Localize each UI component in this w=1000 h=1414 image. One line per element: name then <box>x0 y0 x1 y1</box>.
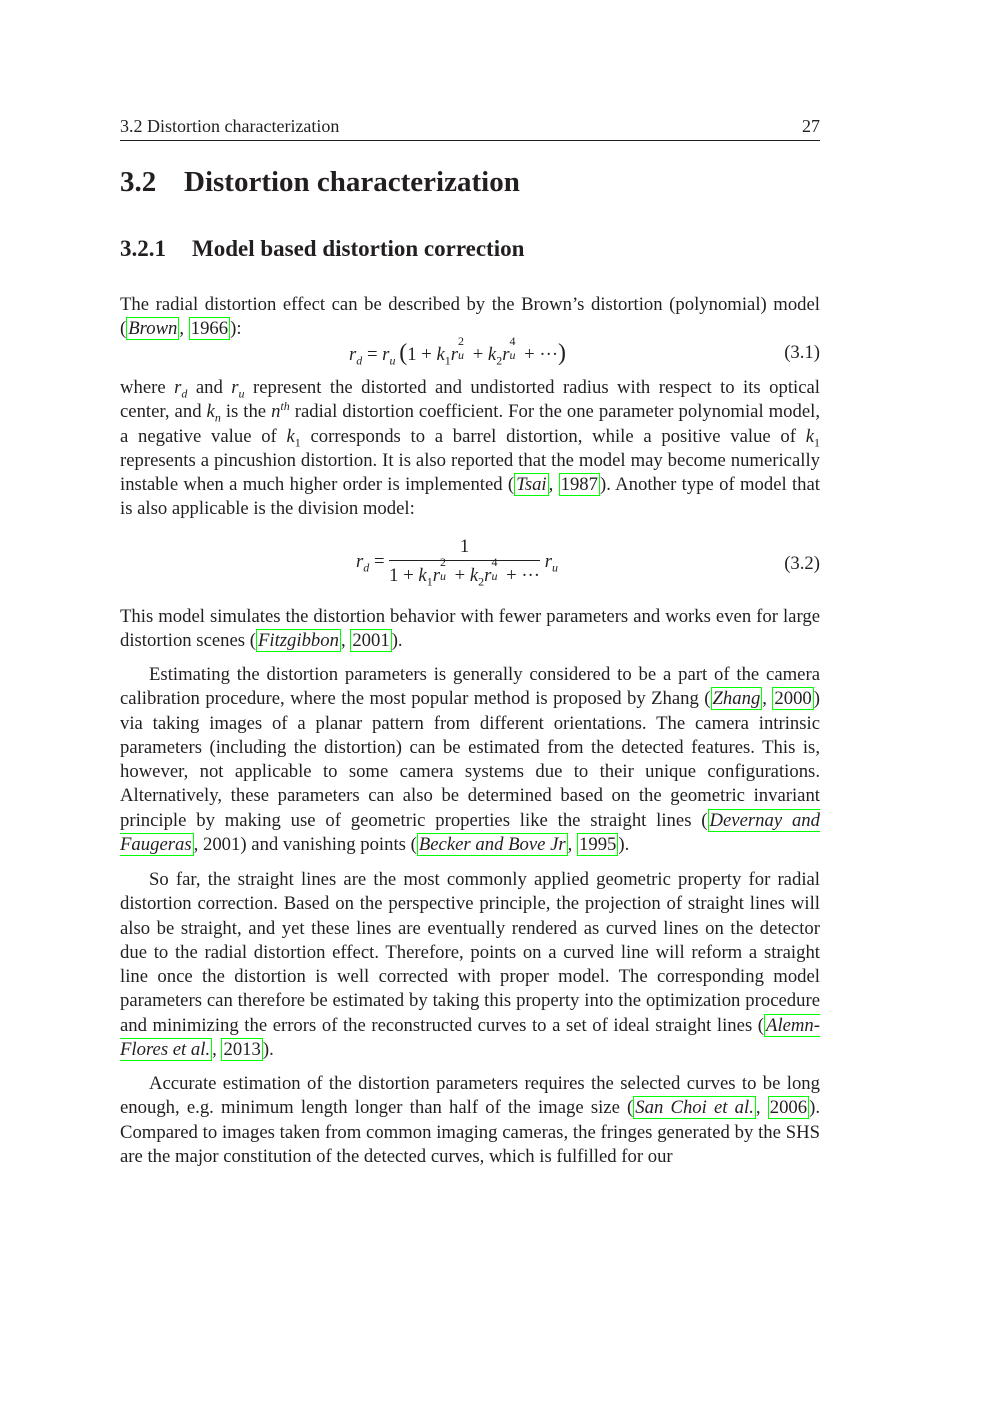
paragraph-2: where $r_d$ and $r_u$ represent the distorted and undistorted radius with respect to its optical center, and $k_n$ is the $n^{th}$ radial distortion coefficient. For the one parameter polynomial model, a negative value of $k_1$ corresponds to a barrel distortion, while a positive value of $k_1$ represents a pincushion distortion. It is also reported that the model may become numerically instable when a much higher order is implemented ( Tsai , 1987 ). Another type of model that is also applicable is the division model: <box>120 377 820 520</box>
citation-year-link[interactable]: 1995 <box>579 834 617 856</box>
citation-link[interactable]: Devernay and Faugeras <box>120 809 820 856</box>
citation-link[interactable]: Alemn-Flores et al. <box>120 1014 820 1061</box>
paragraph-text: ): <box>230 318 242 340</box>
paragraph-text: The radial distortion effect can be described by the Brown’s distortion (polynomial) model ( <box>120 294 820 340</box>
citation-link[interactable]: Zhang <box>712 688 761 710</box>
subsection-number: 3.2.1 <box>120 236 166 261</box>
citation-year-link[interactable]: 1966 <box>190 318 229 340</box>
paragraph-6: Accurate estimation of the distortion parameters requires the selected curves to be long enough, e.g. minimum length longer than half of the image size ( San Choi et al. , 2006 ). Compared to images taken from common imaging cameras, the fringes generated by the SHS are the major constitution of the detected curves, which is fulfilled for our <box>120 1073 821 1167</box>
citation-link[interactable]: Tsai <box>516 474 547 496</box>
page-number: 27 <box>802 116 820 136</box>
citation-year-link[interactable]: 2013 <box>223 1039 261 1061</box>
equation-number: (3.1) <box>784 342 820 363</box>
paragraph-4: Estimating the distortion parameters is generally considered to be a part of the camera calibration procedure, where the most popular method is proposed by Zhang ( Zhang , 2000 ) via taking images of a planar pattern from different orientations. The camera intrinsic parameters (including the distortion) can be estimated from the detected features. This is, however, not applicable to some camera systems due to their unique configurations. Alternatively, these parameters can also be determined based on the geometric invariant principle by making use of geometric properties like the straight lines ( Devernay and Faugeras , 2001) and vanishing points ( Becker and Bove Jr , 1995 ). <box>120 664 820 856</box>
paragraph-1: The radial distortion effect can be described by the Brown’s distortion (polynomial) model ( Brown , 1966 ): <box>120 294 820 340</box>
citation-link[interactable]: San Choi et al. <box>635 1097 754 1119</box>
equation-3-2 <box>120 536 820 592</box>
citation-author: Brown <box>128 318 178 340</box>
section-number: 3.2 <box>120 166 157 198</box>
citation-year-link[interactable]: 2006 <box>769 1097 808 1119</box>
running-header <box>120 116 820 141</box>
equation-number: (3.2) <box>784 553 820 574</box>
section-title: Distortion characterization <box>184 166 520 198</box>
citation-year-link[interactable]: 2000 <box>774 688 812 710</box>
citation-link[interactable]: Fitzgibbon <box>257 630 339 652</box>
paragraph-3: This model simulates the distortion behavior with fewer parameters and works even for large distortion scenes ( Fitzgibbon , 2001 ). <box>120 606 820 652</box>
equation-body: $r_d$ = 1 $1 + k_1r$ 2 u + $k_2r$ 4 u + ··· $r_u$ <box>356 536 558 589</box>
running-header-title: 3.2 Distortion characterization <box>120 116 340 136</box>
subsection-title: Model based distortion correction <box>192 236 525 261</box>
citation-link[interactable]: Becker and Bove Jr <box>418 834 566 856</box>
citation-year-link[interactable]: 1987 <box>560 474 598 496</box>
subsection-heading <box>120 236 524 262</box>
equation-body: $r_d = r_u$ ($1 + k_1r$ 2 u + $k_2r$ 4 u + ···) <box>349 334 567 368</box>
equation-3-1 <box>120 334 820 368</box>
section-heading <box>120 166 520 199</box>
fraction: 1 $1 + k_1r$ 2 u + $k_2r$ 4 u + ··· <box>389 536 541 589</box>
citation-year: 2001 <box>202 834 241 856</box>
citation-link[interactable] <box>126 317 179 340</box>
paragraph-5: So far, the straight lines are the most commonly applied geometric property for radial distortion correction. Based on the perspective principle, the projection of straight lines will also be straight, and yet these lines are eventually rendered as curved lines on the detector due to the radial distortion effect. Therefore, points on a curved line will reform a straight line once the distortion is well corrected with proper model. The corresponding model parameters can therefore be estimated by taking this property into the optimization procedure and minimizing the errors of the reconstructed curves to a set of ideal straight lines ( Alemn-Flores et al. , 2013 ). <box>120 869 820 1061</box>
citation-year-link[interactable]: 2001 <box>352 630 390 652</box>
